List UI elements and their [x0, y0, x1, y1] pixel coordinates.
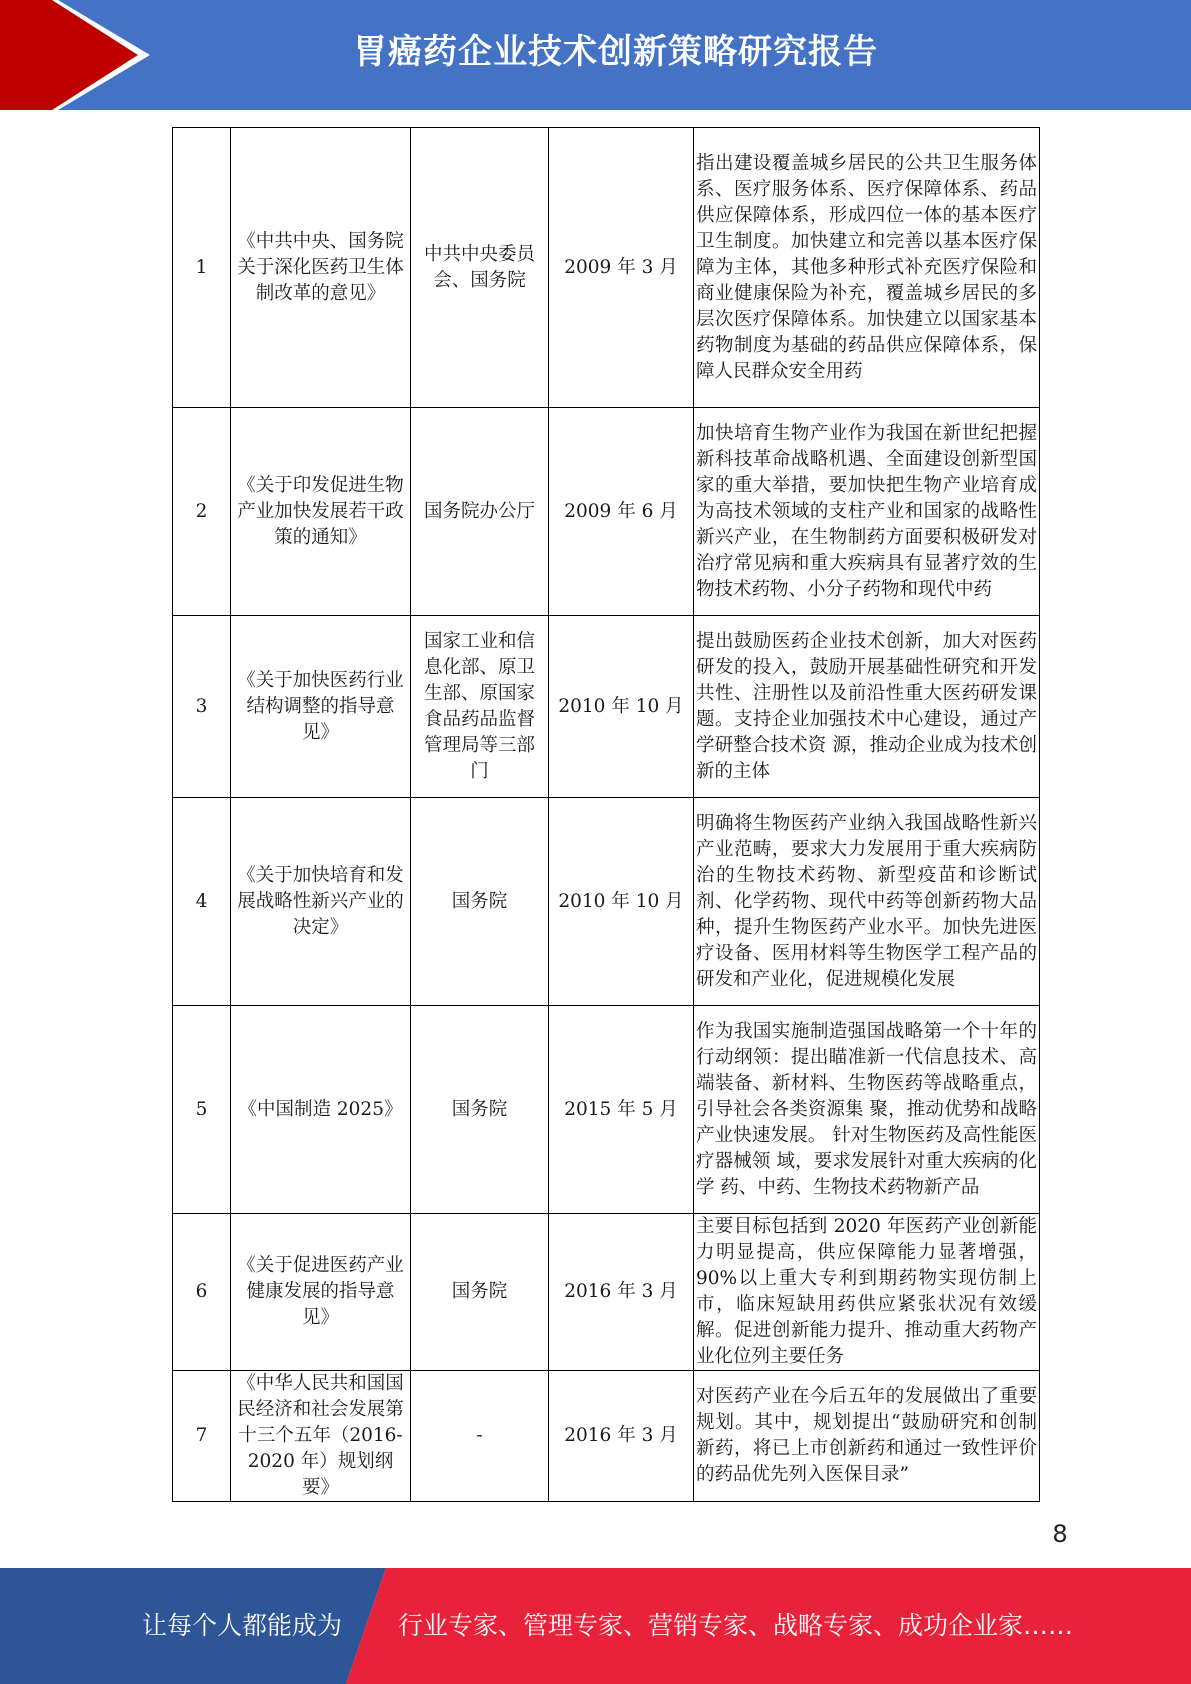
row-number: 3 [173, 616, 231, 798]
table-row [173, 408, 1040, 616]
issue-date: 2010 年 10 月 [549, 798, 694, 1006]
policy-content: 提出鼓励医药企业技术创新，加大对医药研发的投入，鼓励开展基础性研究和开发共性、注册性以及前沿性重大医药研发课题。支持企业加强技术中心建设，通过产学研整合技术资 源，推动企业成为技术创新的主体 [694, 616, 1040, 798]
page-number: 8 [1052, 1520, 1068, 1548]
issuing-body: 国务院办公厅 [411, 408, 549, 616]
table-row [173, 1371, 1040, 1502]
policy-name: 《关于促进医药产业健康发展的指导意见》 [231, 1214, 411, 1371]
issuing-body: 国务院 [411, 1214, 549, 1371]
policy-content: 主要目标包括到 2020 年医药产业创新能力明显提高，供应保障能力显著增强，90%以上重大专利到期药物实现仿制上市，临床短缺用药供应紧张状况有效缓解。促进创新能力提升、推动重大药物产业化位列主要任务 [694, 1214, 1040, 1371]
policy-name: 《中共中央、国务院关于深化医药卫生体制改革的意见》 [231, 128, 411, 408]
issuing-body: - [411, 1371, 549, 1502]
table-row [173, 798, 1040, 1006]
row-number: 6 [173, 1214, 231, 1371]
row-number: 2 [173, 408, 231, 616]
policy-table [172, 127, 1040, 1502]
policy-name: 《关于加快培育和发展战略性新兴产业的决定》 [231, 798, 411, 1006]
issuing-body: 国务院 [411, 1006, 549, 1214]
policy-content: 明确将生物医药产业纳入我国战略性新兴产业范畴，要求大力发展用于重大疾病防治的生物技术药物、新型疫苗和诊断试剂、化学药物、现代中药等创新药物大品种，提升生物医药产业水平。加快先进医疗设备、医用材料等生物医学工程产品的研发和产业化，促进规模化发展 [694, 798, 1040, 1006]
row-number: 5 [173, 1006, 231, 1214]
issuing-body: 国家工业和信息化部、原卫生部、原国家食品药品监督管理局等三部门 [411, 616, 549, 798]
issue-date: 2009 年 3 月 [549, 128, 694, 408]
policy-name: 《关于印发促进生物产业加快发展若干政策的通知》 [231, 408, 411, 616]
page-footer [0, 1568, 1191, 1684]
row-number: 4 [173, 798, 231, 1006]
issuing-body: 国务院 [411, 798, 549, 1006]
policy-name: 《中华人民共和国国民经济和社会发展第十三个五年（2016-2020 年）规划纲要》 [231, 1371, 411, 1502]
policy-name: 《中国制造 2025》 [231, 1006, 411, 1214]
row-number: 1 [173, 128, 231, 408]
policy-content: 加快培育生物产业作为我国在新世纪把握新科技革命战略机遇、全面建设创新型国家的重大举措，要加快把生物产业培育成为高技术领域的支柱产业和国家的战略性新兴产业，在生物制药方面要积极研发对治疗常见病和重大疾病具有显著疗效的生物技术药物、小分子药物和现代中药 [694, 408, 1040, 616]
footer-slogan-lead: 让每个人都能成为 [142, 1611, 343, 1640]
policy-name: 《关于加快医药行业结构调整的指导意见》 [231, 616, 411, 798]
report-title: 胃癌药企业技术创新策略研究报告 [353, 32, 878, 72]
table-row [173, 616, 1040, 798]
page-header [0, 0, 1191, 110]
policy-content: 指出建设覆盖城乡居民的公共卫生服务体系、医疗服务体系、医疗保障体系、药品供应保障体系，形成四位一体的基本医疗卫生制度。加快建立和完善以基本医疗保障为主体，其他多种形式补充医疗保险和商业健康保险为补充，覆盖城乡居民的多层次医疗保障体系。加快建立以国家基本药物制度为基础的药品供应保障体系，保 障人民群众安全用药 [694, 128, 1040, 408]
issue-date: 2016 年 3 月 [549, 1214, 694, 1371]
table-row [173, 1214, 1040, 1371]
issue-date: 2009 年 6 月 [549, 408, 694, 616]
issuing-body: 中共中央委员会、国务院 [411, 128, 549, 408]
policy-content: 对医药产业在今后五年的发展做出了重要规划。其中，规划提出“鼓励研究和创制新药，将已上市创新药和通过一致性评价的药品优先列入医保目录” [694, 1371, 1040, 1502]
policy-content: 作为我国实施制造强国战略第一个十年的行动纲领：提出瞄准新一代信息技术、高端装备、新材料、生物医药等战略重点，引导社会各类资源集 聚，推动优势和战略产业快速发展。 针对生物医药及高性能医疗器械领 域，要求发展针对重大疾病的化学 药、中药、生物技术药物新产品 [694, 1006, 1040, 1214]
table-row [173, 1006, 1040, 1214]
row-number: 7 [173, 1371, 231, 1502]
issue-date: 2010 年 10 月 [549, 616, 694, 798]
table-row [173, 128, 1040, 408]
issue-date: 2016 年 3 月 [549, 1371, 694, 1502]
issue-date: 2015 年 5 月 [549, 1006, 694, 1214]
footer-slogan-roles: 行业专家、管理专家、营销专家、战略专家、成功企业家…… [398, 1611, 1074, 1640]
